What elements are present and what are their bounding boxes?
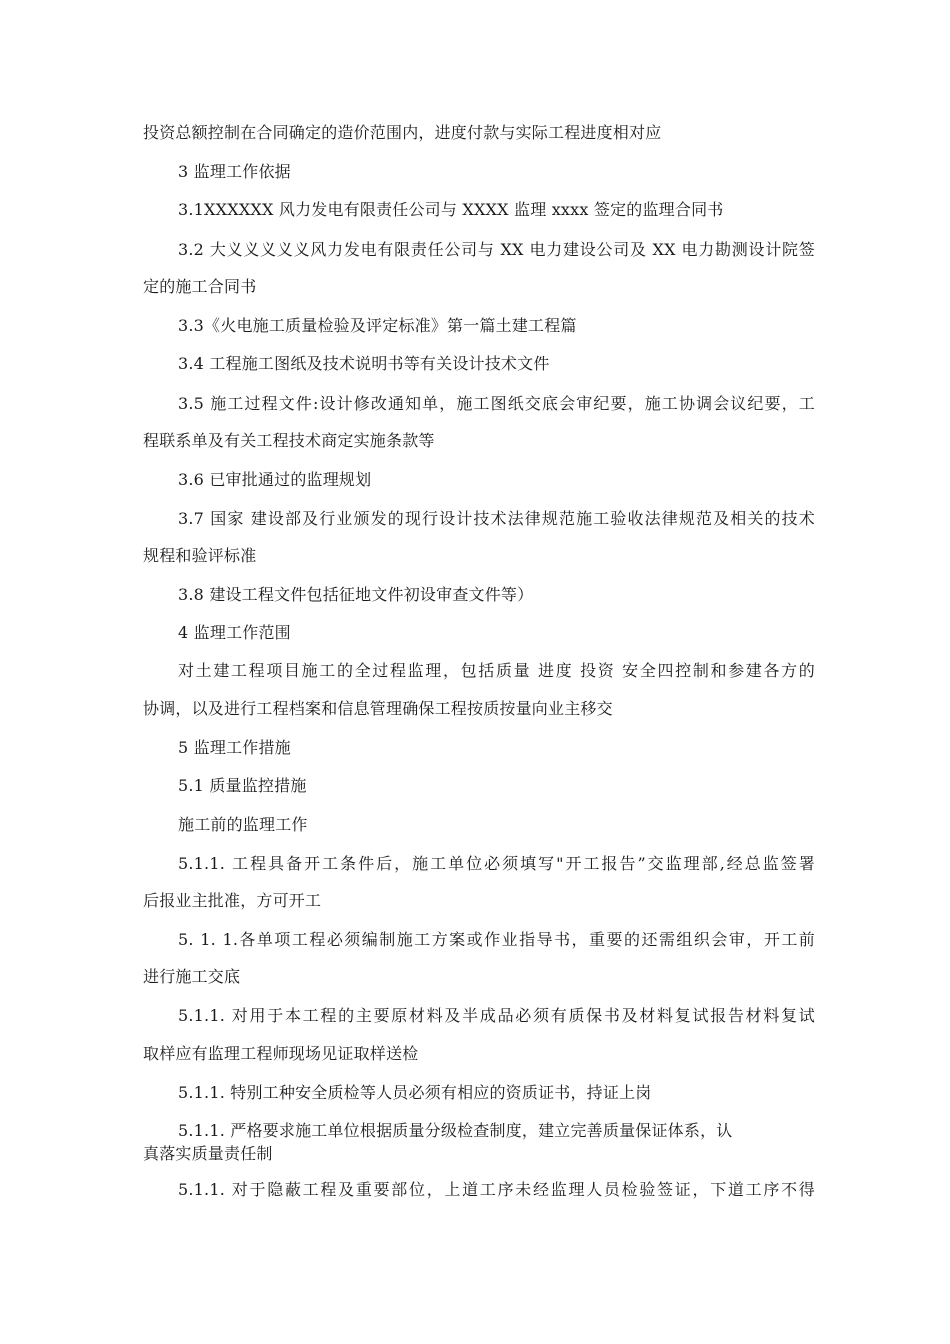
paragraph-line: 取样应有监理工程师现场见证取样送检 <box>143 1044 419 1063</box>
paragraph-line: 3.7 国家 建设部及行业颁发的现行设计技术法律规范施工验收法律规范及相关的技术 <box>178 509 815 528</box>
paragraph-line: 3.1XXXXXX 风力发电有限责任公司与 XXXX 监理 xxxx 签定的监理合同书 <box>178 200 724 219</box>
section-heading: 5 监理工作措施 <box>178 738 291 757</box>
section-heading: 3 监理工作依据 <box>178 162 291 181</box>
paragraph-line: 5.1.1. 工程具备开工条件后，施工单位必须填写"开工报告”交监理部,经总监签署 <box>178 854 815 873</box>
paragraph-line: 定的施工合同书 <box>143 277 257 296</box>
paragraph-line: 3.5 施工过程文件:设计修改通知单，施工图纸交底会审纪要，施工协调会议纪要，工 <box>178 394 815 413</box>
paragraph-line: 对土建工程项目施工的全过程监理，包括质量 进度 投资 安全四控制和参建各方的 <box>178 661 815 680</box>
paragraph-line: 5.1.1. 对于隐蔽工程及重要部位，上道工序未经监理人员检验签证，下道工序不得 <box>178 1180 815 1199</box>
paragraph-line: 5.1.1. 严格要求施工单位根据质量分级检查制度，建立完善质量保证体系，认 <box>178 1121 733 1140</box>
paragraph-line: 协调，以及进行工程档案和信息管理确保工程按质按量向业主移交 <box>143 699 613 718</box>
section-heading: 4 监理工作范围 <box>178 623 291 642</box>
paragraph-line: 程联系单及有关工程技术商定实施条款等 <box>143 431 435 450</box>
subsection-heading: 5.1 质量监控措施 <box>178 776 307 795</box>
paragraph-line: 进行施工交底 <box>143 967 241 986</box>
paragraph-line: 3.4 工程施工图纸及技术说明书等有关设计技术文件 <box>178 354 550 373</box>
paragraph-line: 5.1.1. 特别工种安全质检等人员必须有相应的资质证书，持证上岗 <box>178 1083 652 1102</box>
paragraph-line: 3.8 建设工程文件包括征地文件初设审查文件等） <box>178 585 534 604</box>
paragraph-line: 3.6 已审批通过的监理规划 <box>178 470 372 489</box>
paragraph-line: 投资总额控制在合同确定的造价范围内，进度付款与实际工程进度相对应 <box>143 123 662 142</box>
paragraph-line: 5.1.1. 对用于本工程的主要原材料及半成品必须有质保书及材料复试报告材料复试 <box>178 1006 815 1025</box>
paragraph-line: 真落实质量责任制 <box>143 1144 273 1163</box>
paragraph-line: 规程和验评标准 <box>143 546 257 565</box>
paragraph-line: 后报业主批准，方可开工 <box>143 891 322 910</box>
paragraph-line: 3.3《火电施工质量检验及评定标准》第一篇土建工程篇 <box>178 316 577 335</box>
paragraph-line: 施工前的监理工作 <box>178 815 308 834</box>
paragraph-line: 5. 1. 1.各单项工程必须编制施工方案或作业指导书，重要的还需组织会审，开工前 <box>178 930 815 949</box>
paragraph-line: 3.2 大义义义义义风力发电有限责任公司与 XX 电力建设公司及 XX 电力勘测设计院签 <box>178 240 815 259</box>
